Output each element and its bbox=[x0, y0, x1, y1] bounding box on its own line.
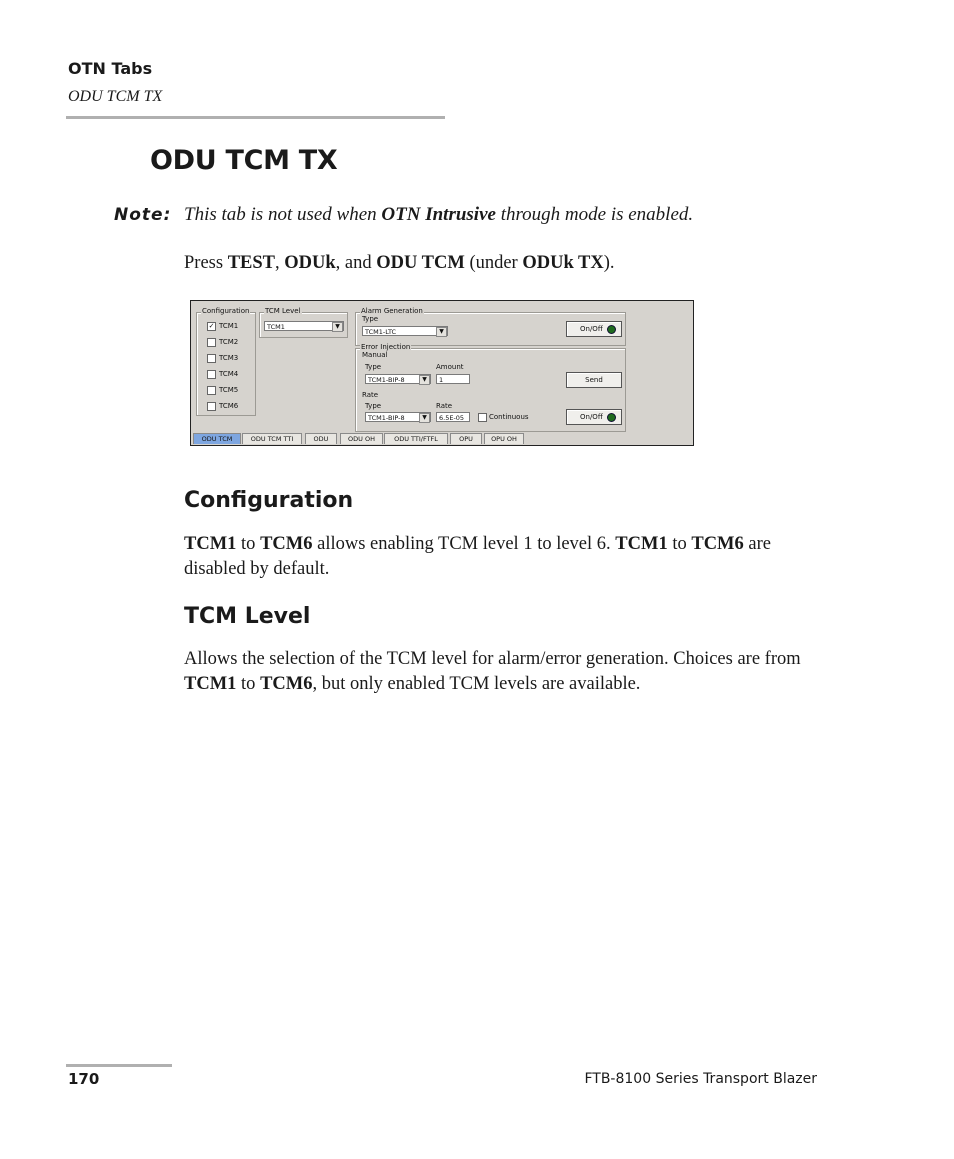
tcm-level-group bbox=[259, 307, 348, 338]
running-header-section: OTN Tabs bbox=[68, 59, 153, 78]
tcm1-checkbox[interactable]: ✓ bbox=[208, 322, 215, 330]
alarm-type-select[interactable]: TCM1-LTC ▼ bbox=[362, 326, 448, 336]
rate-value-input[interactable]: 6.5E-05 bbox=[436, 412, 470, 422]
odu-tcm-tx-screenshot bbox=[190, 300, 694, 446]
tab-opu-oh[interactable]: OPU OH bbox=[484, 433, 524, 444]
error-injection-group bbox=[355, 343, 626, 432]
tcm-level-select[interactable]: TCM1 ▼ bbox=[264, 321, 344, 331]
tcm-level-group-label: TCM Level bbox=[265, 307, 301, 315]
chevron-down-icon: ▼ bbox=[419, 413, 430, 423]
configuration-group bbox=[196, 307, 256, 416]
configuration-heading: Configuration bbox=[184, 488, 354, 513]
tcm3-label: TCM3 bbox=[219, 354, 239, 362]
alarm-generation-group bbox=[355, 307, 626, 346]
tcm6-checkbox[interactable] bbox=[207, 402, 216, 411]
tab-odu[interactable]: ODU bbox=[305, 433, 337, 444]
error-injection-group-label: Error Injection bbox=[361, 343, 411, 351]
rate-type-select[interactable]: TCM1-BIP-8 ▼ bbox=[365, 412, 431, 422]
tcm3-checkbox[interactable] bbox=[207, 354, 216, 363]
rate-value-label: Rate bbox=[436, 402, 453, 410]
note-text: This tab is not used when OTN Intrusive through mode is enabled. bbox=[184, 204, 694, 225]
tcm5-checkbox[interactable] bbox=[207, 386, 216, 395]
tab-odu-oh[interactable]: ODU OH bbox=[340, 433, 383, 444]
tab-odu-tcm-tti[interactable]: ODU TCM TTI bbox=[242, 433, 302, 444]
tcm5-label: TCM5 bbox=[219, 386, 239, 394]
running-header-subsection: ODU TCM TX bbox=[68, 88, 163, 105]
tcm2-label: TCM2 bbox=[219, 338, 239, 346]
header-rule bbox=[66, 116, 445, 119]
chevron-down-icon: ▼ bbox=[419, 375, 430, 385]
alarm-onoff-button[interactable]: On/Off bbox=[566, 321, 622, 337]
page-title: ODU TCM TX bbox=[150, 145, 338, 176]
tcm6-label: TCM6 bbox=[219, 402, 239, 410]
manual-label: Manual bbox=[362, 351, 388, 359]
manual-type-label: Type bbox=[365, 363, 382, 371]
note-label: Note: bbox=[114, 205, 172, 225]
tcm2-checkbox[interactable] bbox=[207, 338, 216, 347]
chevron-down-icon: ▼ bbox=[436, 327, 447, 337]
alarm-generation-group-label: Alarm Generation bbox=[361, 307, 423, 315]
tcm4-label: TCM4 bbox=[219, 370, 239, 378]
page-number: 170 bbox=[68, 1070, 100, 1088]
send-button[interactable]: Send bbox=[566, 372, 622, 388]
chevron-down-icon: ▼ bbox=[332, 322, 343, 332]
tab-opu[interactable]: OPU bbox=[450, 433, 482, 444]
led-indicator-icon bbox=[607, 325, 616, 334]
tcm-level-heading: TCM Level bbox=[184, 604, 311, 629]
continuous-checkbox[interactable] bbox=[478, 413, 487, 422]
tab-odu-tcm[interactable]: ODU TCM bbox=[193, 433, 241, 444]
continuous-label: Continuous bbox=[489, 413, 529, 421]
tcm-level-paragraph: Allows the selection of the TCM level for alarm/error generation. Choices are from TCM1 to TCM6, but only enabled TCM levels are available. bbox=[184, 649, 801, 694]
alarm-type-label: Type bbox=[362, 315, 379, 323]
led-indicator-icon bbox=[607, 413, 616, 422]
rate-type-label: Type bbox=[365, 402, 382, 410]
rate-section-label: Rate bbox=[362, 391, 379, 399]
footer-rule bbox=[66, 1064, 172, 1067]
amount-label: Amount bbox=[436, 363, 464, 371]
press-instruction: Press TEST, ODUk, and ODU TCM (under ODUk TX). bbox=[184, 253, 615, 273]
amount-input[interactable]: 1 bbox=[436, 374, 470, 384]
product-name: FTB-8100 Series Transport Blazer bbox=[584, 1071, 817, 1087]
tcm1-label: TCM1 bbox=[219, 322, 239, 330]
tab-odu-tti-ftfl[interactable]: ODU TTI/FTFL bbox=[384, 433, 448, 444]
configuration-group-label: Configuration bbox=[202, 307, 250, 315]
manual-type-select[interactable]: TCM1-BIP-8 ▼ bbox=[365, 374, 431, 384]
configuration-paragraph: TCM1 to TCM6 allows enabling TCM level 1 to level 6. TCM1 to TCM6 are disabled by default. bbox=[184, 534, 771, 579]
tcm4-checkbox[interactable] bbox=[207, 370, 216, 379]
rate-onoff-button[interactable]: On/Off bbox=[566, 409, 622, 425]
